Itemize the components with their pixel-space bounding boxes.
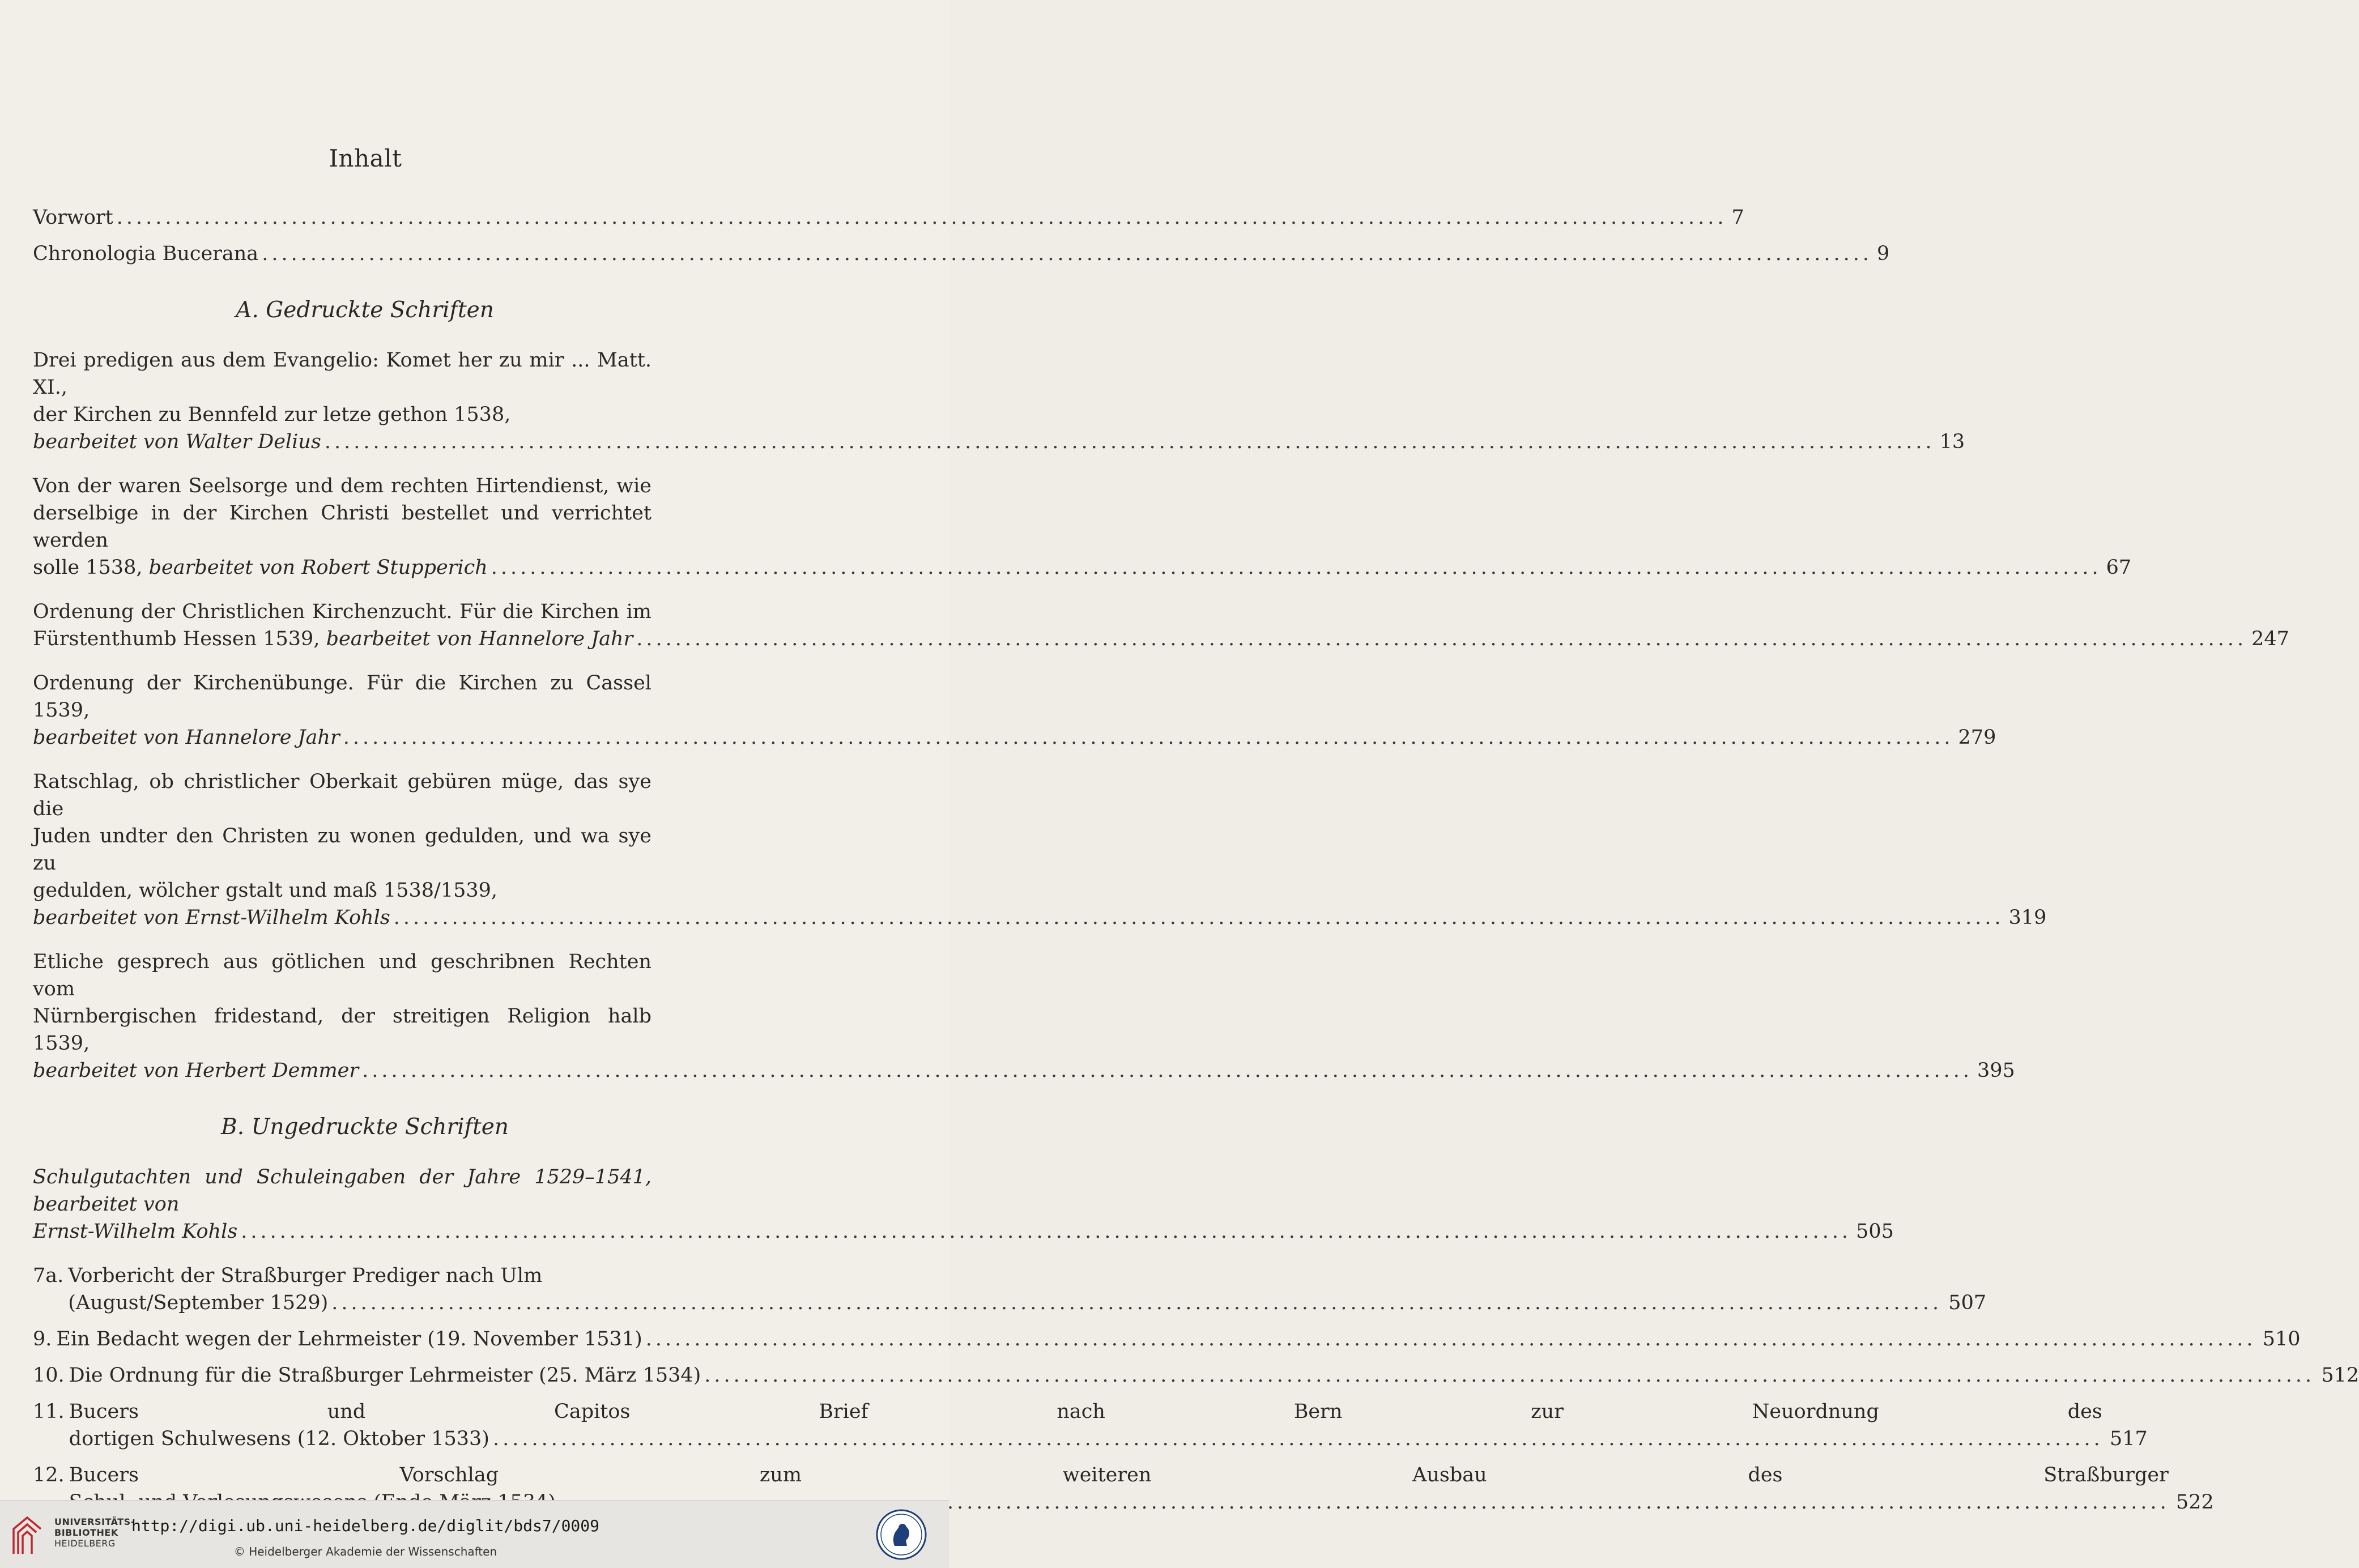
leader-dots: [343, 724, 1954, 751]
entry-line: solle 1538,: [33, 556, 143, 579]
item-number: 10.: [33, 1364, 65, 1387]
entry-line: Vorbericht der Straßburger Prediger nach Ulm: [68, 1264, 543, 1287]
leader-dots: [262, 240, 1872, 267]
leader-dots: [493, 1425, 2103, 1452]
toc-subentry-9[interactable]: [33, 1326, 2301, 1353]
entry-line: Drei predigen aus dem Evangelio: Komet her zu mir ... Matt. XI.,: [33, 349, 652, 399]
page-number: 319: [2008, 906, 2047, 929]
leader-dots: [491, 554, 2102, 581]
page-number: 517: [2109, 1428, 2148, 1450]
editor-credit: Ernst-Wilhelm Kohls: [33, 1220, 238, 1243]
entry-line: dortigen Schulwesens (12. Oktober 1533): [69, 1428, 489, 1450]
page-number: 522: [2176, 1491, 2214, 1514]
page-number: 510: [2262, 1328, 2301, 1350]
page-number: 512: [2321, 1364, 2359, 1387]
toc-entry-kirchenuebunge[interactable]: [33, 670, 1996, 751]
entry-line: Ordenung der Christlichen Kirchenzucht. Für die Kirchen im: [33, 600, 652, 623]
entry-line: Von der waren Seelsorge und dem rechten Hirtendienst, wie: [33, 475, 652, 497]
entry-line: Juden undter den Christen zu wonen gedulden, und wa sye zu: [33, 825, 652, 875]
toc-entry-seelsorge[interactable]: [33, 472, 2132, 581]
library-name: UNIVERSITÄTS- BIBLIOTHEK HEIDELBERG: [54, 1516, 135, 1549]
page-number: 507: [1948, 1292, 1987, 1314]
item-number: 7a.: [33, 1264, 64, 1287]
entry-line: gedulden, wölcher gstalt und maß 1538/1539,: [33, 879, 498, 902]
entry-line: Ratschlag, ob christlicher Oberkait gebüren müge, das sye die: [33, 770, 652, 820]
toc-subentry-7a[interactable]: [33, 1262, 1987, 1316]
academy-seal-icon: [875, 1509, 927, 1561]
copyright-notice: © Heidelberger Akademie der Wissenschaften: [233, 1545, 497, 1558]
toc-entry-vorwort[interactable]: [33, 204, 1744, 231]
editor-credit: bearbeitet von Robert Stupperich: [148, 556, 488, 579]
entry-line: Nürnbergischen fridestand, der streitigen Religion halb 1539,: [33, 1005, 652, 1055]
leader-dots: [362, 1057, 1973, 1084]
viewer-footer: [0, 1500, 949, 1568]
page-number: 279: [1958, 726, 1996, 749]
editor-credit: bearbeitet von Hannelore Jahr: [33, 726, 340, 749]
page-number: 395: [1977, 1059, 2015, 1082]
page-number: 9: [1877, 242, 1890, 265]
section-heading-b: B. Ungedruckte Schriften: [221, 1114, 509, 1140]
toc-entry-text: Chronologia Bucerana: [33, 242, 259, 265]
page-number: 67: [2106, 556, 2132, 579]
permalink-url[interactable]: http://digi.ub.uni-heidelberg.de/diglit/bds7/0009: [131, 1516, 599, 1535]
toc-subentry-11[interactable]: [33, 1398, 2148, 1452]
editor-credit: bearbeitet von Ernst-Wilhelm Kohls: [33, 906, 390, 929]
page-title: Inhalt: [329, 144, 402, 172]
leader-dots: [394, 904, 2004, 931]
entry-line: Ordenung der Kirchenübunge. Für die Kirchen zu Cassel 1539,: [33, 672, 652, 722]
leader-dots: [636, 625, 2247, 653]
leader-dots: [117, 204, 1727, 231]
table-of-contents: [33, 204, 2359, 1525]
entry-line: derselbige in der Kirchen Christi bestellet und verrichtet werden: [33, 502, 652, 552]
entry-line: der Kirchen zu Bennfeld zur letze gethon 1538,: [33, 403, 511, 426]
page-number: 13: [1939, 431, 1965, 453]
entry-line: Die Ordnung für die Straßburger Lehrmeister (25. März 1534): [69, 1364, 701, 1387]
entry-line: Fürstenthumb Hessen 1539,: [33, 628, 320, 650]
editor-credit: bearbeitet von Hannelore Jahr: [326, 628, 633, 650]
item-number: 11.: [33, 1400, 65, 1423]
page-number: 505: [1856, 1220, 1894, 1243]
entry-line: Schulgutachten und Schuleingaben der Jahre 1529–1541, bearbeitet von: [33, 1166, 652, 1216]
toc-entry-text: Vorwort: [33, 206, 113, 229]
toc-entry-ratschlag[interactable]: [33, 768, 2047, 931]
editor-credit: bearbeitet von Herbert Demmer: [33, 1059, 359, 1082]
toc-entry-chronologia[interactable]: [33, 240, 1890, 267]
entry-line: (August/September 1529): [68, 1292, 329, 1314]
leader-dots: [704, 1362, 2315, 1389]
section-heading-a: A. Gedruckte Schriften: [236, 297, 494, 323]
leader-dots: [646, 1326, 2256, 1353]
toc-entry-kirchenzucht[interactable]: [33, 598, 2289, 653]
leader-dots: [331, 1289, 1942, 1316]
entry-line: Bucers und Capitos Brief nach Bern zur Neuordnung des: [69, 1400, 2102, 1423]
leader-dots: [241, 1218, 1851, 1245]
entry-line: Etliche gesprech aus götlichen und geschribnen Rechten vom: [33, 951, 652, 1000]
entry-line: Bucers Vorschlag zum weiteren Ausbau des Straßburger: [69, 1464, 2169, 1486]
item-number: 12.: [33, 1464, 65, 1486]
editor-credit: bearbeitet von Walter Delius: [33, 431, 321, 453]
item-number: 9.: [33, 1328, 52, 1350]
toc-subentry-10[interactable]: [33, 1362, 2359, 1389]
entry-line: Ein Bedacht wegen der Lehrmeister (19. November 1531): [56, 1328, 642, 1350]
toc-entry-schulgutachten[interactable]: [33, 1164, 1894, 1245]
toc-entry-etliche-gesprech[interactable]: [33, 948, 2015, 1084]
toc-entry-drei-predigen[interactable]: [33, 347, 1965, 455]
page-number: 7: [1731, 206, 1744, 229]
page-number: 247: [2251, 628, 2289, 650]
leader-dots: [325, 428, 1935, 455]
